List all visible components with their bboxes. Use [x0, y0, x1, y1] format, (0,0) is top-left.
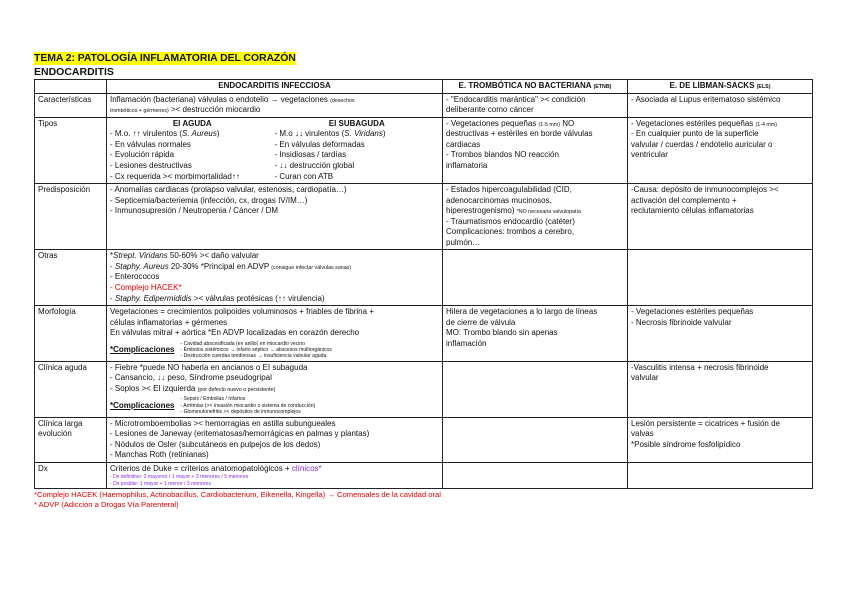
ei-subaguda-column: EI SUBAGUDA - M.o ↓↓ virulentos (S. Viridans) - En válvulas deformadas - Insidiosas / tardías - ↓↓ destrucción global - Curan con ATB: [274, 118, 386, 181]
row-label-otras: Otras: [35, 250, 107, 306]
cell-otras-etnb: [443, 250, 628, 306]
header-ei: ENDOCARDITIS INFECCIOSA: [107, 80, 443, 94]
cell-morfologia-etnb: Hilera de vegetaciones a lo largo de líneas de cierre de válvula MO: Trombo blando sin apenas inflamación: [443, 306, 628, 362]
cell-clinica-aguda-els: -Vasculitis intensa + necrosis fibrinoide valvular: [628, 361, 813, 417]
row-morfologia: [35, 306, 813, 362]
row-otras: [35, 250, 813, 306]
footnote-advp: * ADVP (Adicción a Drogas Vía Parenteral): [34, 500, 179, 510]
row-predisposicion: [35, 184, 813, 250]
cell-caracteristicas-etnb: - "Endocarditis marántica" >< condición deliberante como cáncer: [443, 93, 628, 117]
document-page: [34, 52, 812, 511]
morfologia-complicaciones: *Complicaciones - Cavidad abscesificada (en anillo) en miocardio vecino - Émbolos sistémicos → infarto séptico → abscesos multiorgánicos - Destrucción cuerdas tendinosas → insuficiencia valvular aguda: [110, 340, 332, 360]
clinica-complicaciones: *Complicaciones - Sepsis / Embolias / Infartos - Arritmias (>< invasión miocardio o sistema de conducción) - Glomerulonefritis >< depósitos de inmunocomplejos: [110, 396, 316, 416]
cell-caracteristicas-ei: Inflamación (bacteriana) válvulas o endotelio → vegetaciones (desechos trombóticos + gérmenes) >< destrucción miocardio: [107, 93, 443, 117]
section-subtitle: ENDOCARDITIS: [34, 65, 114, 78]
row-label-tipos: Tipos: [35, 117, 107, 183]
cell-morfologia-ei: Vegetaciones = crecimientos polipoides voluminosos + friables de fibrina + células inflamatorias + gérmenes En válvulas mitral + aórtica *En ADVP localizadas en corazón derecho *Complicaciones - Cavidad abscesificada (en anillo) en miocardio vecino - Émbolos sistémicos → infarto séptico → abscesos multiorgánicos - Destrucción cuerdas tendinosas → insuficiencia valvular aguda: [107, 306, 443, 362]
row-dx: [35, 462, 813, 488]
cell-clinica-aguda-etnb: [443, 361, 628, 417]
row-label-clinica-aguda: Clínica aguda: [35, 361, 107, 417]
cell-dx-etnb: [443, 462, 628, 488]
cell-clinica-larga-etnb: [443, 417, 628, 462]
row-label-predisposicion: Predisposición: [35, 184, 107, 250]
row-label-clinica-larga: Clínica larga evolución: [35, 417, 107, 462]
row-tipos: [35, 117, 813, 183]
header-els: E. DE LIBMAN-SACKS (ELS): [628, 80, 813, 94]
row-label-caracteristicas: Características: [35, 93, 107, 117]
cell-clinica-larga-els: Lesión persistente = cicatrices + fusión de valvas *Posible síndrome fosfolipídico: [628, 417, 813, 462]
cell-tipos-els: - Vegetaciones estériles pequeñas (1-4 mm) - En cualquier punto de la superficie valvular / cuerdas / endotelio auricular o ventricular: [628, 117, 813, 183]
document-title: TEMA 2: PATOLOGÍA INFLAMATORIA DEL CORAZÓN: [34, 52, 296, 64]
cell-predisposicion-els: -Causa: depósito de inmunocomplejos >< activación del complemento + reclutamiento células inflamatorias: [628, 184, 813, 250]
cell-predisposicion-ei: - Anomalías cardiacas (prolapso valvular, estenosis, cardiopatía…) - Septicemia/bacteriemia (infección, cx, drogas IV/IM…) - Inmunosupresión / Neutropenia / Cáncer / DM: [107, 184, 443, 250]
cell-clinica-larga-ei: - Microtromboembolias >< hemorragias en astilla subungueales - Lesiones de Janeway (eritematosas/hemorrágicas en palmas y plantas) - Nódulos de Osler (subcutáneos en pulpejos de los dedos) - Manchas Roth (retinianas): [107, 417, 443, 462]
cell-dx-els: [628, 462, 813, 488]
header-row: [35, 80, 813, 94]
row-clinica-larga: [35, 417, 813, 462]
header-empty: [35, 80, 107, 94]
cell-clinica-aguda-ei: - Fiebre *puede NO haberla en ancianos o EI subaguda - Cansancio, ↓↓ peso, Síndrome pseudogripal - Soplos >< EI izquierda (por defecto nuevo o persistente) *Complicaciones - Sepsis / Embolias / Infartos - Arritmias (>< invasión miocardio o sistema de conducción) - Glomerulonefritis >< depósitos de inmunocomplejos: [107, 361, 443, 417]
cell-otras-ei: *Strept. Viridans 50-60% >< daño valvular - Staphy. Aureus 20-30% *Principal en ADVP (consigue infectar válvulas sanas) - Enterococos - Complejo HACEK* - Staphy. Edipermididis >< válvulas protésicas (↑↑ virulencia): [107, 250, 443, 306]
row-clinica-aguda: [35, 361, 813, 417]
ei-aguda-column: EI AGUDA - M.o. ↑↑ virulentos (S. Aureus) - En válvulas normales - Evolución rápida - Lesiones destructivas - Cx requerida >< morbimortalidad↑↑: [110, 118, 240, 181]
cell-otras-els: [628, 250, 813, 306]
cell-tipos-ei: [107, 117, 443, 183]
hacek-reference: - Complejo HACEK*: [110, 283, 182, 293]
cell-predisposicion-etnb: - Estados hipercoagulabilidad (CID, adenocarcinomas mucinosos, hiperestrogenismo) *NO necesaria valvulopatía - Traumatismos endocardio (catéter) Complicaciones: trombos a cerebro, pulmón…: [443, 184, 628, 250]
header-etnb: E. TROMBÓTICA NO BACTERIANA (ETNB): [443, 80, 628, 94]
row-caracteristicas: [35, 93, 813, 117]
footnote-hacek: *Complejo HACEK (Haemophilus, Actinobacillus, Cardiobacterium, Eikenella, Kingella) → Comensales de la cavidad oral: [34, 490, 441, 500]
cell-caracteristicas-els: - Asociada al Lupus eritematoso sistémico: [628, 93, 813, 117]
cell-morfologia-els: - Vegetaciones estériles pequeñas - Necrosis fibrinoide valvular: [628, 306, 813, 362]
cell-dx-ei: Criterios de Duke = criterios anatomopatológicos + clínicos* - Dx definitivo: 2 mayores / 1 mayor + 3 menores / 5 menores - Dx posible: 1 mayor + 1 menor / 3 menores: [107, 462, 443, 488]
row-label-morfologia: Morfología: [35, 306, 107, 362]
row-label-dx: Dx: [35, 462, 107, 488]
cell-tipos-etnb: - Vegetaciones pequeñas (1-5 mm) NO destructivas + estériles en borde válvulas cardiacas - Trombos blandos NO reacción inflamatoria: [443, 117, 628, 183]
endocarditis-table: [34, 79, 813, 489]
